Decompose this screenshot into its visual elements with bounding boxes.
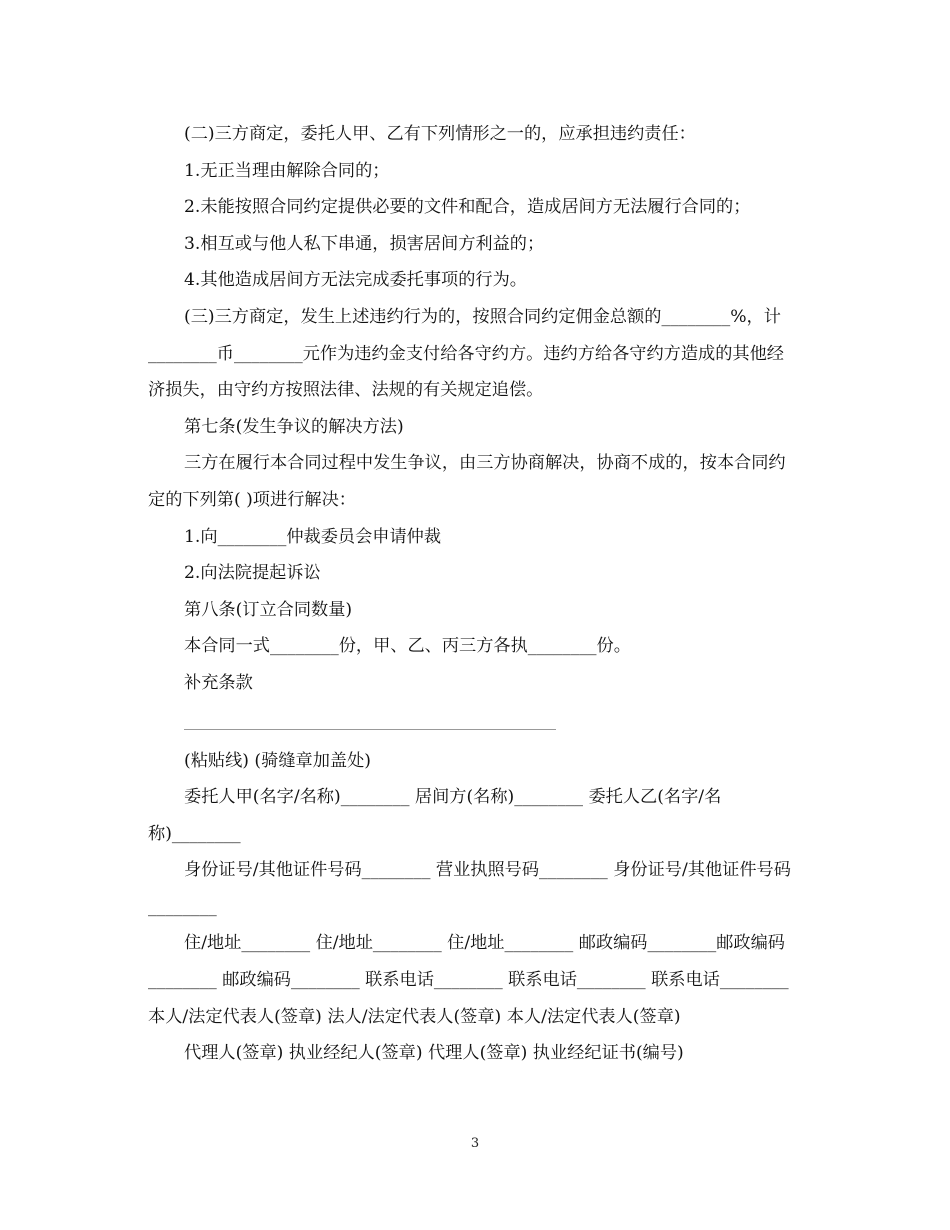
signatory-names: 委托人甲(名字/名称)________ 居间方(名称)________ 委托人乙(名字/名称)________ [148,787,722,844]
breach-item-3: 3.相互或与他人私下串通，损害居间方利益的； [184,233,545,254]
paste-line-seal-label: (粘贴线) (骑缝章加盖处) [184,750,371,771]
page-number: 3 [470,1136,480,1151]
contract-copies-text: 本合同一式________份，甲、乙、丙三方各执________份。 [184,636,631,657]
supplementary-terms-line-area [148,702,800,743]
supplementary-terms-label: 补充条款 [184,672,253,693]
supplementary-terms-line [184,729,556,730]
contract-body [148,116,800,1072]
identity-numbers: 身份证号/其他证件号码________ 营业执照号码________ 身份证号/其他证件号码________ [148,860,791,917]
dispute-option-1: 1.向________仲裁委员会申请仲裁 [184,526,442,547]
penalty-clause: (三)三方商定，发生上述违约行为的，按照合同约定佣金总额的________%，计________币________元作为违约金支付给各守约方。违约方给各守约方造成的其他经济损失，由守约方按照法律、法规的有关规定追偿。 [148,306,784,401]
article-8-heading: 第八条(订立合同数量) [184,599,353,620]
breach-clause-heading: (二)三方商定，委托人甲、乙有下列情形之一的，应承担违约责任： [184,124,696,144]
article-7-heading: 第七条(发生争议的解决方法) [184,416,404,437]
contact-and-signature-block: 住/地址________ 住/地址________ 住/地址________ 邮政编码________邮政编码________ 邮政编码________ 联系电话________ 联系电话________ 联系电话________ 本人/法定代表人(签章) 法人/法定代表人(签章) 本人/法定代表人(签章) [148,933,789,1027]
agent-signatures: 代理人(签章) 执业经纪人(签章) 代理人(签章) 执业经纪证书(编号) [184,1043,684,1064]
breach-item-1: 1.无正当理由解除合同的； [184,160,390,181]
dispute-resolution-text: 三方在履行本合同过程中发生争议，由三方协商解决，协商不成的，按本合同约定的下列第( )项进行解决： [148,453,786,510]
breach-item-2: 2.未能按照合同约定提供必要的文件和配合，造成居间方无法履行合同的； [184,197,751,218]
breach-item-4: 4.其他造成居间方无法完成委托事项的行为。 [184,270,527,291]
dispute-option-2: 2.向法院提起诉讼 [184,563,321,584]
